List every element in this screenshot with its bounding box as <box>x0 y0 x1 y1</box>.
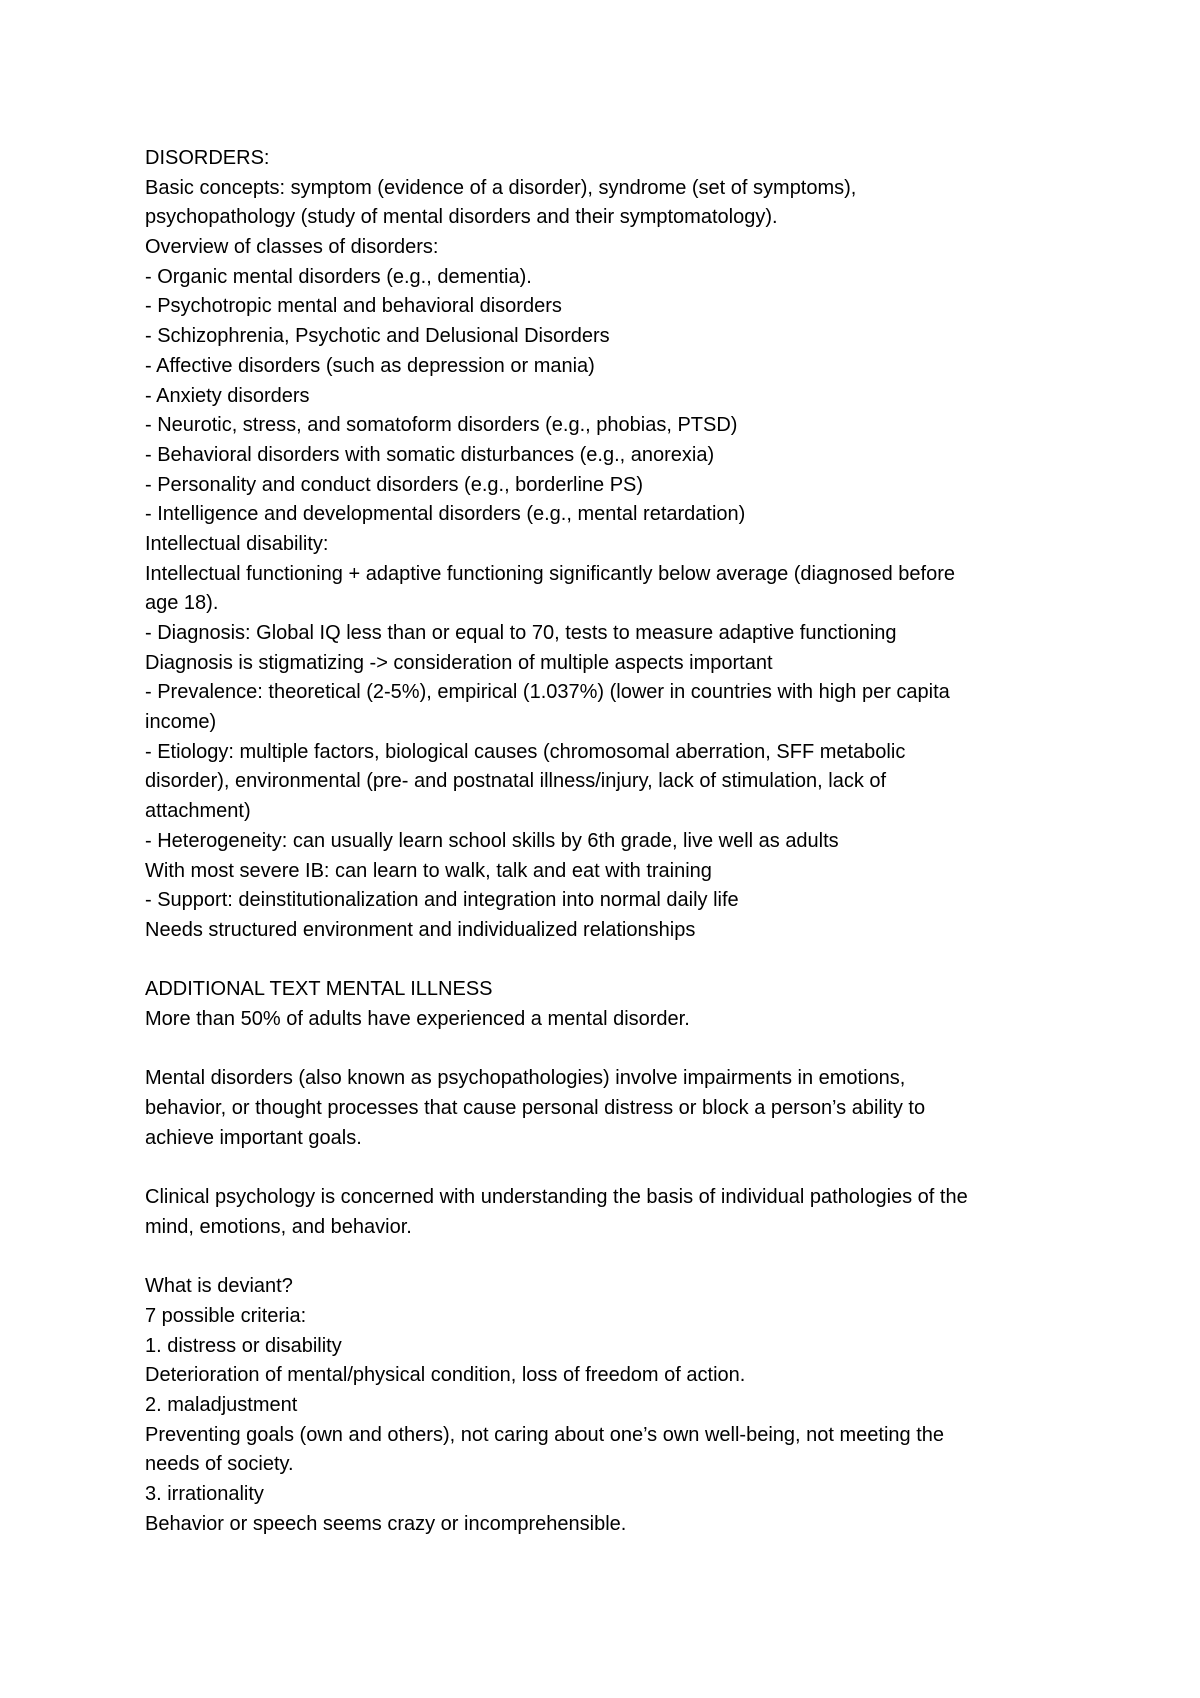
text-line: Mental disorders (also known as psychopathologies) involve impairments in emotions, <box>145 1067 906 1090</box>
text-line: - Psychotropic mental and behavioral disorders <box>145 295 562 318</box>
text-line: 3. irrationality <box>145 1482 264 1505</box>
text-line: - Personality and conduct disorders (e.g., borderline PS) <box>145 473 644 496</box>
text-line: - Support: deinstitutionalization and integration into normal daily life <box>145 889 739 912</box>
text-line: income) <box>145 711 217 734</box>
text-line: Intellectual disability: <box>145 532 329 555</box>
text-line: needs of society. <box>145 1453 294 1476</box>
text-line: 2. maladjustment <box>145 1393 298 1416</box>
text-line: psychopathology (study of mental disorders and their symptomatology). <box>145 206 778 229</box>
text-line: age 18). <box>145 592 219 615</box>
text-line: 7 possible criteria: <box>145 1304 307 1327</box>
text-line: Overview of classes of disorders: <box>145 236 439 259</box>
text-line: More than 50% of adults have experienced a mental disorder. <box>145 1007 690 1030</box>
text-line: - Organic mental disorders (e.g., dementia). <box>145 265 532 288</box>
text-line: mind, emotions, and behavior. <box>145 1215 412 1238</box>
blank-line <box>145 946 1085 976</box>
text-line: - Schizophrenia, Psychotic and Delusional Disorders <box>145 325 610 348</box>
blank-line <box>145 1242 1085 1272</box>
text-line: Needs structured environment and individualized relationships <box>145 918 696 941</box>
text-line: Behavior or speech seems crazy or incomprehensible. <box>145 1512 627 1535</box>
text-line: - Heterogeneity: can usually learn school skills by 6th grade, live well as adults <box>145 829 839 852</box>
blank-line <box>145 1153 1085 1183</box>
text-line: With most severe IB: can learn to walk, talk and eat with training <box>145 859 712 882</box>
text-line: behavior, or thought processes that cause personal distress or block a person’s ability to <box>145 1097 926 1119</box>
text-line: - Diagnosis: Global IQ less than or equal to 70, tests to measure adaptive functioning <box>145 622 897 644</box>
text-line: - Affective disorders (such as depression or mania) <box>145 354 595 377</box>
document-body <box>145 144 1085 1539</box>
text-line: Clinical psychology is concerned with understanding the basis of individual pathologies of the <box>145 1186 968 1209</box>
text-line: - Intelligence and developmental disorders (e.g., mental retardation) <box>145 503 746 526</box>
text-line: achieve important goals. <box>145 1126 362 1149</box>
text-line: Diagnosis is stigmatizing -> consideration of multiple aspects important <box>145 651 773 674</box>
text-line: - Anxiety disorders <box>145 384 310 407</box>
text-line: Preventing goals (own and others), not caring about one’s own well-being, not meeting the <box>145 1423 945 1446</box>
text-line: Deterioration of mental/physical condition, loss of freedom of action. <box>145 1364 746 1387</box>
text-line: DISORDERS: <box>145 147 270 169</box>
text-line: What is deviant? <box>145 1275 293 1298</box>
text-line: Basic concepts: symptom (evidence of a disorder), syndrome (set of symptoms), <box>145 176 857 199</box>
text-line: Intellectual functioning + adaptive functioning significantly below average (diagnosed before <box>145 562 955 585</box>
text-line: 1. distress or disability <box>145 1334 342 1357</box>
section-heading: ADDITIONAL TEXT MENTAL ILLNESS <box>145 978 493 1001</box>
text-line: - Prevalence: theoretical (2-5%), empirical (1.037%) (lower in countries with high per capita <box>145 681 950 704</box>
text-line: attachment) <box>145 800 251 823</box>
text-line: - Etiology: multiple factors, biological causes (chromosomal aberration, SFF metabolic <box>145 740 906 763</box>
blank-line <box>145 1035 1085 1065</box>
text-line: - Behavioral disorders with somatic disturbances (e.g., anorexia) <box>145 443 715 466</box>
text-line: disorder), environmental (pre- and postnatal illness/injury, lack of stimulation, lack of <box>145 770 887 793</box>
text-line: - Neurotic, stress, and somatoform disorders (e.g., phobias, PTSD) <box>145 414 738 437</box>
